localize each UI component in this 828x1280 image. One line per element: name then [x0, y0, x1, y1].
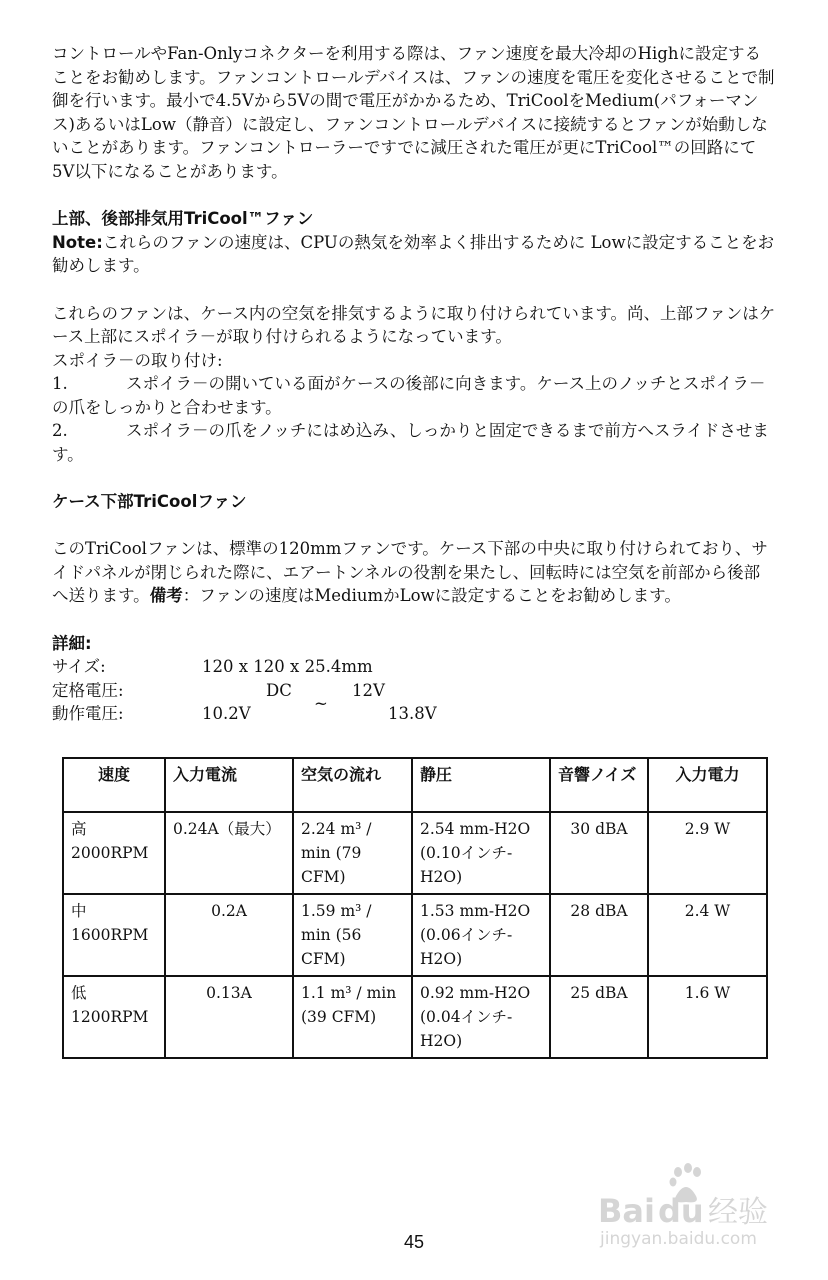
cell-speed: [63, 894, 165, 976]
cell-airflow: 1.59 m³ / min (56 CFM): [293, 894, 412, 976]
rpm-value: 1200RPM: [71, 1008, 149, 1026]
svg-text:jingyan.baidu.com: jingyan.baidu.com: [600, 1229, 757, 1249]
header-static-pressure: 静圧: [412, 758, 550, 812]
note-text: これらのファンの速度は、CPUの熱気を効率よく排出するために Lowに設定することをお勧めします。: [52, 232, 775, 275]
cell-power: 1.6 W: [648, 976, 767, 1058]
svg-text:Bai: Bai: [598, 1192, 655, 1230]
step-text: スポイラ－の開いている面がケースの後部に向きます。ケース上のノッチとスポイラ－の爪をしっかりと合わせます。: [52, 374, 766, 417]
spec-rated-value: 12V: [352, 680, 385, 700]
table-row: [63, 976, 767, 1058]
cell-pressure: 2.54 mm-H2O (0.10インチ-H2O): [412, 812, 550, 894]
cell-current: 0.24A（最大）: [165, 812, 293, 894]
bottom-fan-text: このTriCoolファンは、標準の120mmファンです。ケース下部の中央に取り付けられており、サイドパネルが閉じられた際に、エアートンネルの役割を果たし、回転時には空気を前部から後部へ送ります。: [52, 539, 768, 605]
cell-power: 2.9 W: [648, 812, 767, 894]
bottom-fan-paragraph: [52, 537, 776, 608]
spoiler-step-1: [52, 372, 776, 419]
cell-noise: 25 dBA: [550, 976, 648, 1058]
table-header-row: [63, 758, 767, 812]
spec-size-value: 120 x 120 x 25.4mm: [202, 657, 373, 676]
step-number: 1.: [52, 374, 68, 393]
cell-speed: [63, 812, 165, 894]
spec-rated-row: [52, 679, 776, 703]
header-airflow: 空気の流れ: [293, 758, 412, 812]
cell-pressure: 0.92 mm-H2O (0.04インチ-H2O): [412, 976, 550, 1058]
speed-label: 中: [71, 902, 87, 920]
spoiler-step-2: [52, 419, 776, 466]
page-number: 45: [403, 1232, 425, 1252]
cell-airflow: 2.24 m³ / min (79 CFM): [293, 812, 412, 894]
header-acoustic-noise: 音響ノイズ: [550, 758, 648, 812]
cell-current: 0.2A: [165, 894, 293, 976]
rpm-value: 2000RPM: [71, 844, 149, 862]
step-number: 2.: [52, 421, 68, 440]
spec-operating-max: 13.8V: [388, 704, 437, 723]
note-label: Note:: [52, 232, 103, 252]
cell-current: 0.13A: [165, 976, 293, 1058]
cell-noise: 28 dBA: [550, 894, 648, 976]
spec-size-row: [52, 655, 776, 679]
cell-pressure: 1.53 mm-H2O (0.06インチ-H2O): [412, 894, 550, 976]
intro-paragraph: コントロールやFan-Onlyコネクターを利用する際は、ファン速度を最大冷却のHighに設定することをお勧めします。ファンコントロールデバイスは、ファンの速度を電圧を変化させることで制御を行います。最小で4.5Vから5Vの間で電圧がかかるため、TriCoolをMedium(パフォーマンス)あるいはLow（静音）に設定し、ファンコントロールデバイスに接続するとファンが始動しないことがあります。ファンコントローラーですでに減圧された電圧が更にTriCool™の回路にて5V以下になることがあります。: [52, 44, 775, 181]
spec-rated-label: 定格電圧:: [52, 680, 124, 700]
specs-title: 詳細:: [52, 633, 92, 653]
spec-operating-row: [52, 694, 776, 726]
table-row: [63, 894, 767, 976]
exhaust-fan-paragraph: これらのファンは、ケース内の空気を排気するように取り付けられています。尚、上部ファンはケース上部にスポイラ－が取り付けられるようになっています。: [52, 303, 776, 346]
cell-noise: 30 dBA: [550, 812, 648, 894]
cell-power: 2.4 W: [648, 894, 767, 976]
section-heading-bottom-fan: ケース下部TriCoolファン: [52, 492, 247, 511]
spec-operating-label: 動作電圧:: [52, 704, 124, 723]
remark-text: ：ファンの速度はMediumかLowに設定することをお勧めします。: [182, 586, 681, 605]
header-speed: 速度: [63, 758, 165, 812]
svg-text:经验: 经验: [708, 1195, 768, 1230]
baidu-watermark-logo: [596, 1160, 806, 1250]
document-page: [52, 42, 776, 726]
fan-spec-table: [62, 757, 768, 1059]
cell-speed: [63, 976, 165, 1058]
cell-airflow: 1.1 m³ / min (39 CFM): [293, 976, 412, 1058]
spec-size-label: サイズ:: [52, 657, 106, 676]
remark-label: 備考: [149, 586, 183, 605]
svg-text:du: du: [658, 1192, 704, 1230]
header-input-current: 入力電流: [165, 758, 293, 812]
exhaust-fan-note: [52, 231, 776, 278]
rpm-value: 1600RPM: [71, 926, 149, 944]
step-text: スポイラ－の爪をノッチにはめ込み、しっかりと固定できるまで前方へスライドさせます。: [52, 421, 769, 464]
speed-label: 低: [71, 984, 87, 1002]
spec-tilde: ~: [314, 694, 328, 713]
spoiler-steps-title: スポイラ－の取り付け:: [52, 350, 223, 370]
speed-label: 高: [71, 820, 87, 838]
spec-rated-type: DC: [266, 680, 292, 700]
spec-operating-min: 10.2V: [202, 704, 251, 723]
header-input-power: 入力電力: [648, 758, 767, 812]
table-row: [63, 812, 767, 894]
section-heading-exhaust-fans: 上部、後部排気用TriCool™ファン: [52, 209, 314, 228]
